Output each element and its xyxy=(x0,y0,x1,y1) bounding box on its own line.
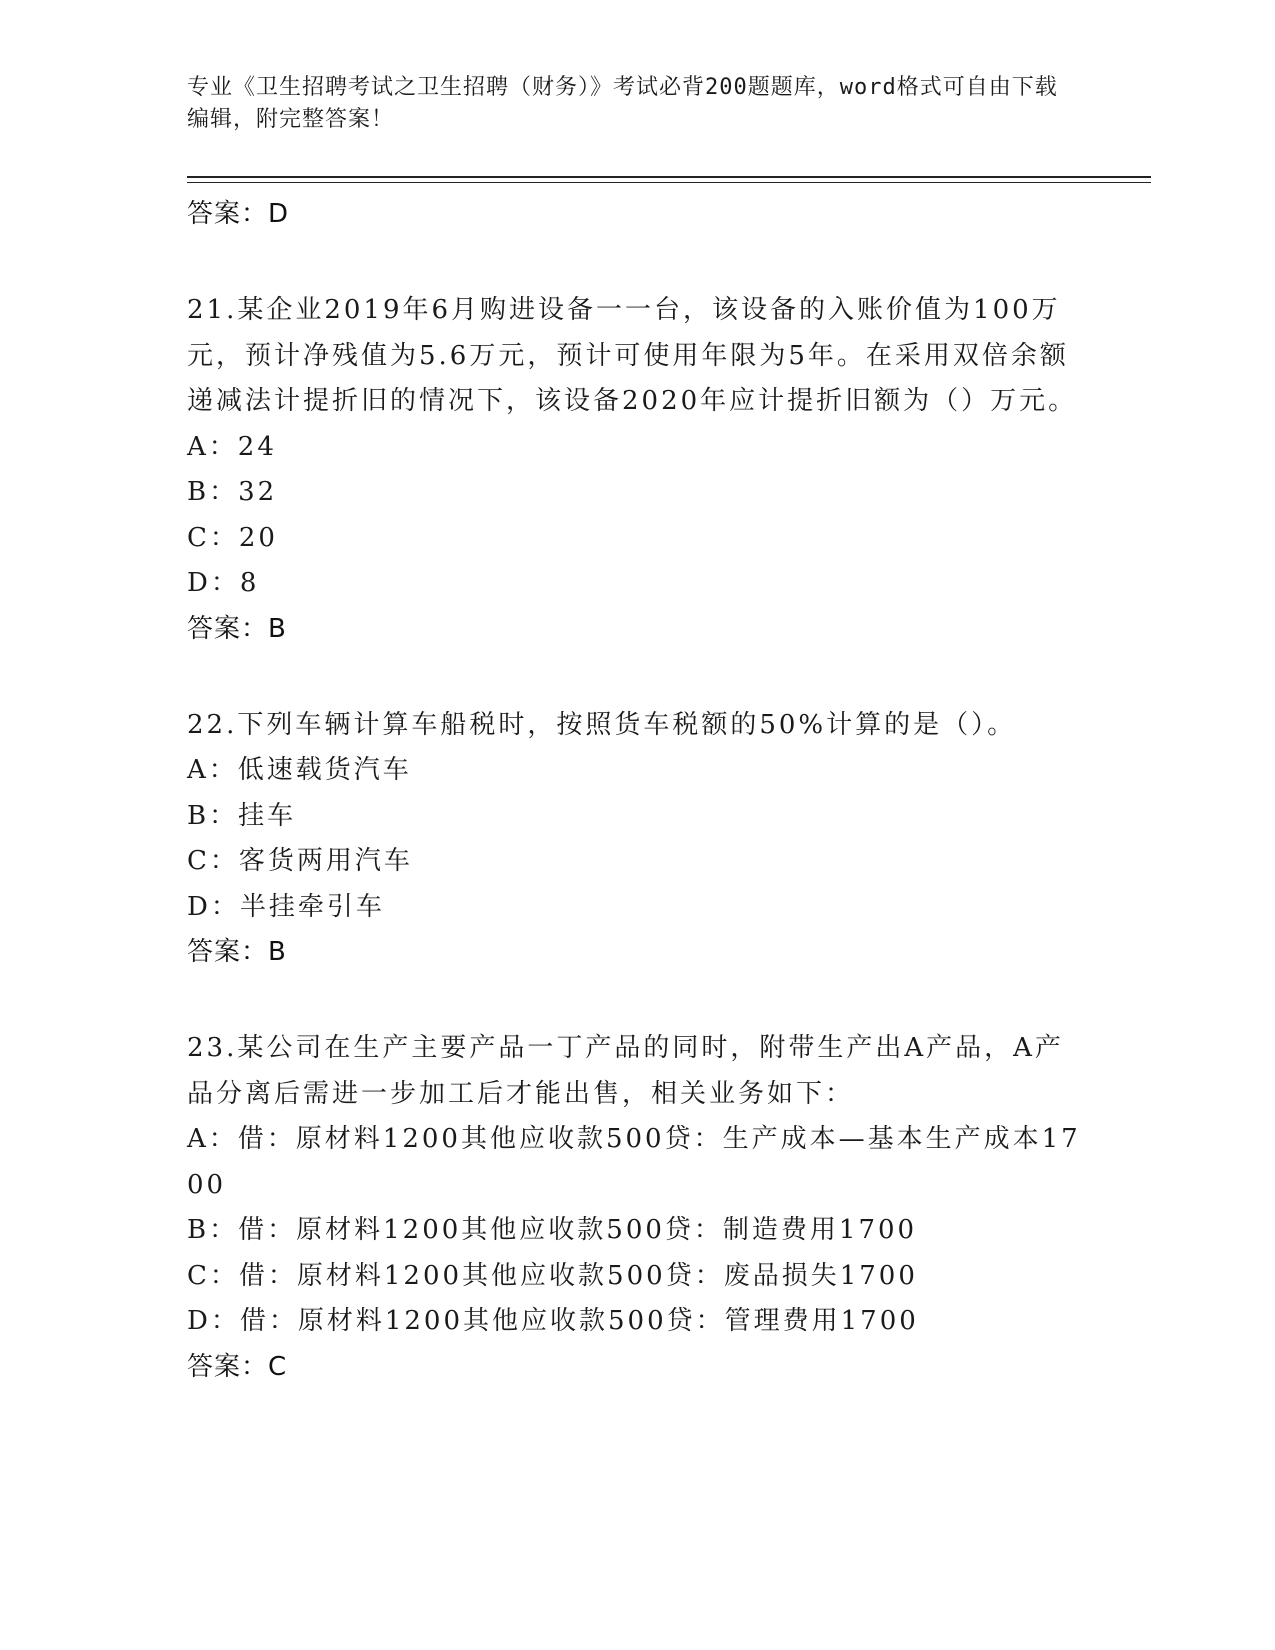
document-header: 专业《卫生招聘考试之卫生招聘（财务）》考试必背200题题库，word格式可自由下载编辑，附完整答案！ xyxy=(187,75,1058,132)
header-rule-thick xyxy=(187,176,1151,178)
answer-line: 答案：D xyxy=(187,199,290,229)
question-text: 23.某公司在生产主要产品一丁产品的同时，附带生产出A产品，A产品分离后需进一步加工后才能出售，相关业务如下： xyxy=(187,1033,1064,1109)
option-b: B：挂车 xyxy=(187,800,297,831)
question-list xyxy=(187,192,1087,1385)
question-text: 21.某企业2019年6月购进设备一一台，该设备的入账价值为100万元，预计净残值为5.6万元，预计可使用年限为5年。在采用双倍余额递减法计提折旧的情况下，该设备2020年应计提折旧额为（）万元。 xyxy=(187,295,1078,416)
option-d: D：8 xyxy=(187,568,260,598)
option-d: D：借：原材料1200其他应收款500贷：管理费用1700 xyxy=(187,1306,919,1336)
option-a: A：借：原材料1200其他应收款500贷：生产成本—基本生产成本1700 xyxy=(187,1124,1081,1200)
answer-line: 答案：B xyxy=(187,613,287,644)
question-item xyxy=(187,288,1087,647)
option-d: D：半挂牵引车 xyxy=(187,891,385,922)
answer-line: 答案：C xyxy=(187,1351,288,1382)
question-item xyxy=(187,703,1087,971)
question-text: 22.下列车辆计算车船税时，按照货车税额的50%计算的是（）。 xyxy=(187,709,1017,740)
option-a: A：24 xyxy=(187,431,277,462)
option-b: B：32 xyxy=(187,477,278,507)
option-c: C：借：原材料1200其他应收款500贷：废品损失1700 xyxy=(187,1260,918,1291)
question-item xyxy=(187,1026,1087,1385)
option-c: C：客货两用汽车 xyxy=(187,846,413,876)
option-b: B：借：原材料1200其他应收款500贷：制造费用1700 xyxy=(187,1215,918,1245)
answer-line: 答案：B xyxy=(187,937,287,967)
option-c: C：20 xyxy=(187,522,278,553)
header-rule-thin xyxy=(187,182,1151,183)
option-a: A：低速载货汽车 xyxy=(187,755,412,785)
